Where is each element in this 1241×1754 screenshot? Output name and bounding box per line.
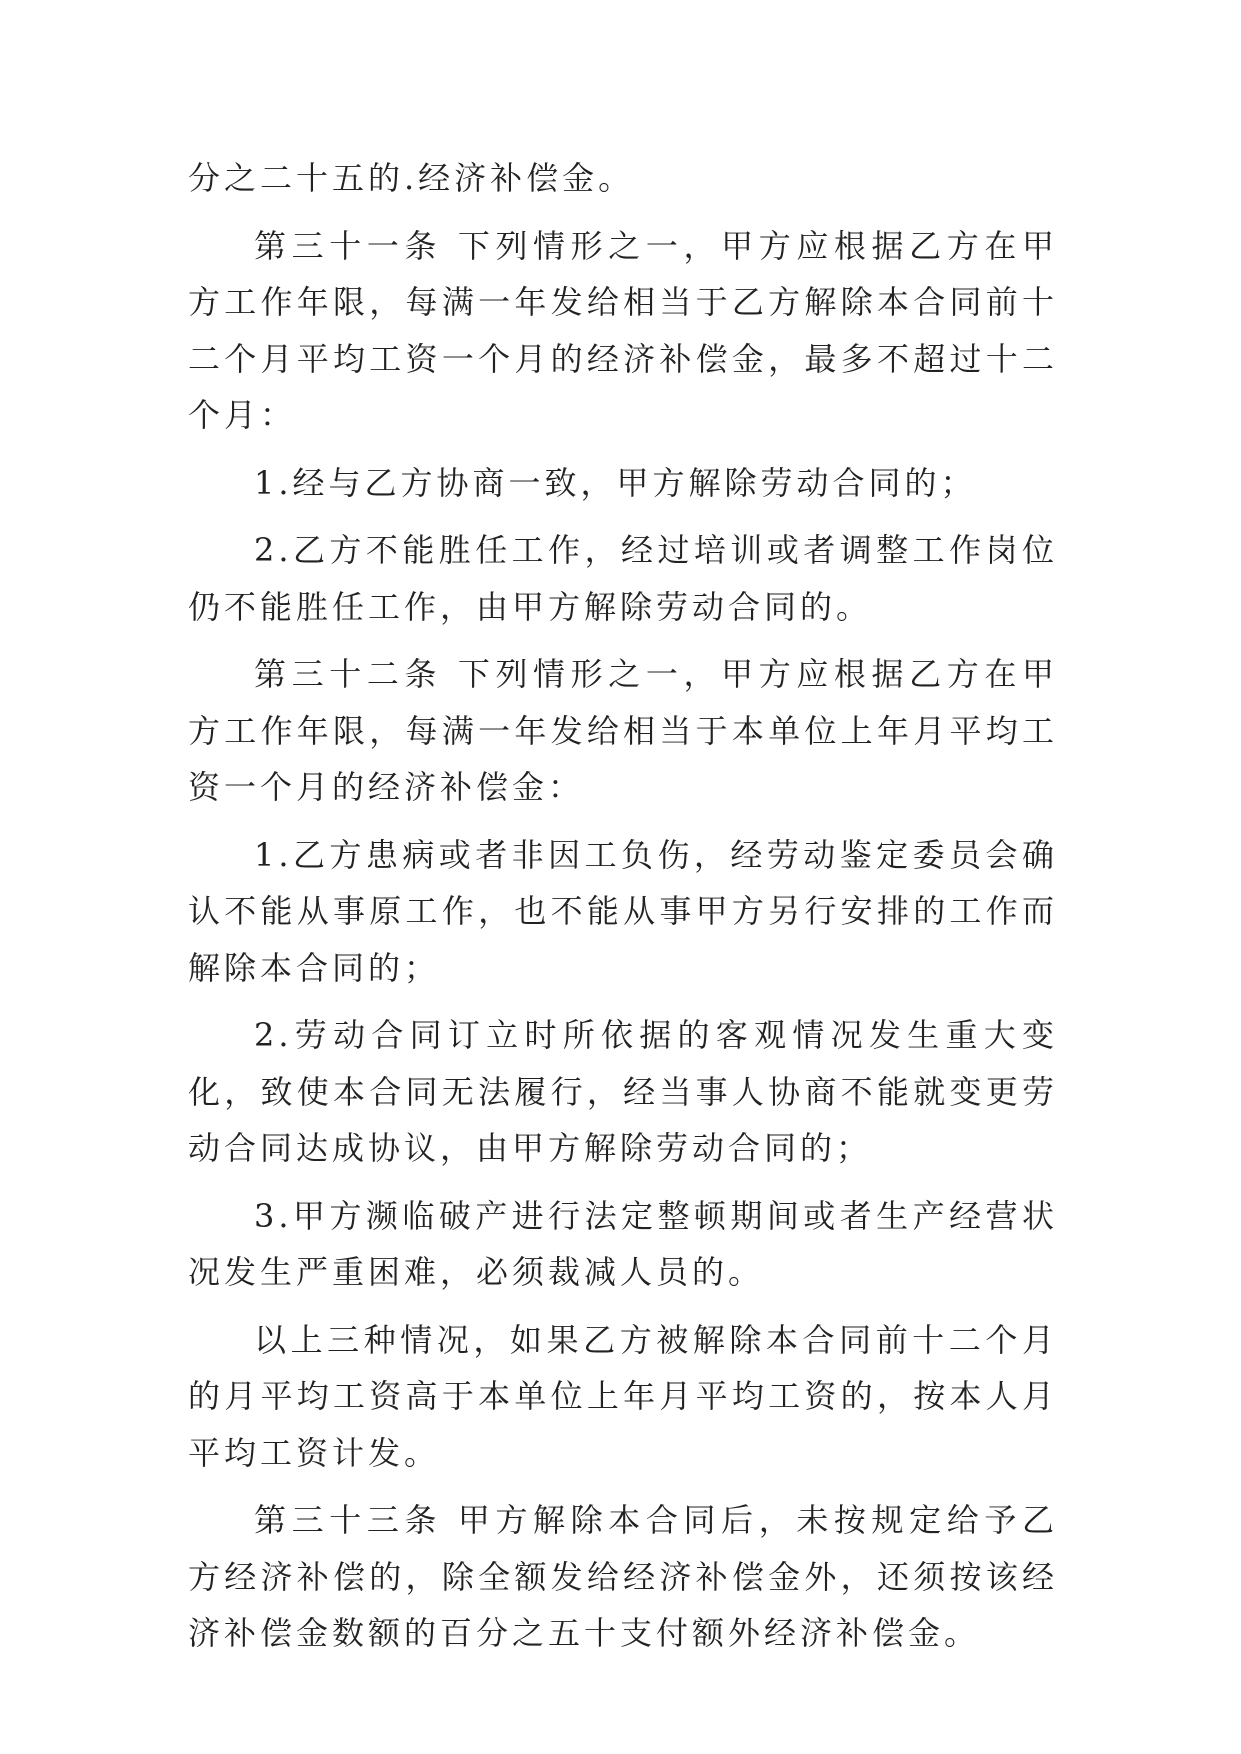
document-body bbox=[188, 150, 1058, 1673]
paragraph-continuation: 分之二十五的.经济补偿金。 bbox=[188, 159, 635, 197]
paragraph-article-32-item-3: 3.甲方濒临破产进行法定整顿期间或者生产经营状况发生严重困难，必须裁减人员的。 bbox=[188, 1196, 1058, 1291]
paragraph-article-31: 第三十一条 下列情形之一，甲方应根据乙方在甲方工作年限，每满一年发给相当于乙方解除本合同前十二个月平均工资一个月的经济补偿金，最多不超过十二个月： bbox=[188, 226, 1058, 434]
paragraph-article-33: 第三十三条 甲方解除本合同后，未按规定给予乙方经济补偿的，除全额发给经济补偿金外，还须按该经济补偿金数额的百分之五十支付额外经济补偿金。 bbox=[188, 1501, 1058, 1652]
paragraph-article-31-item-2: 2.乙方不能胜任工作，经过培训或者调整工作岗位仍不能胜任工作，由甲方解除劳动合同的。 bbox=[188, 531, 1058, 626]
paragraph-article-32-item-1: 1.乙方患病或者非因工负伤，经劳动鉴定委员会确认不能从事原工作，也不能从事甲方另行安排的工作而解除本合同的； bbox=[188, 835, 1058, 987]
paragraph-article-31-item-1: 1.经与乙方协商一致，甲方解除劳动合同的； bbox=[254, 463, 977, 502]
paragraph-article-32-item-2: 2.劳动合同订立时所依据的客观情况发生重大变化，致使本合同无法履行，经当事人协商不能就变更劳动合同达成协议，由甲方解除劳动合同的； bbox=[188, 1016, 1058, 1167]
paragraph-article-32-note: 以上三种情况，如果乙方被解除本合同前十二个月的月平均工资高于本单位上年月平均工资的，按本人月平均工资计发。 bbox=[188, 1320, 1058, 1472]
paragraph-article-32: 第三十二条 下列情形之一，甲方应根据乙方在甲方工作年限，每满一年发给相当于本单位上年月平均工资一个月的经济补偿金： bbox=[188, 655, 1058, 806]
